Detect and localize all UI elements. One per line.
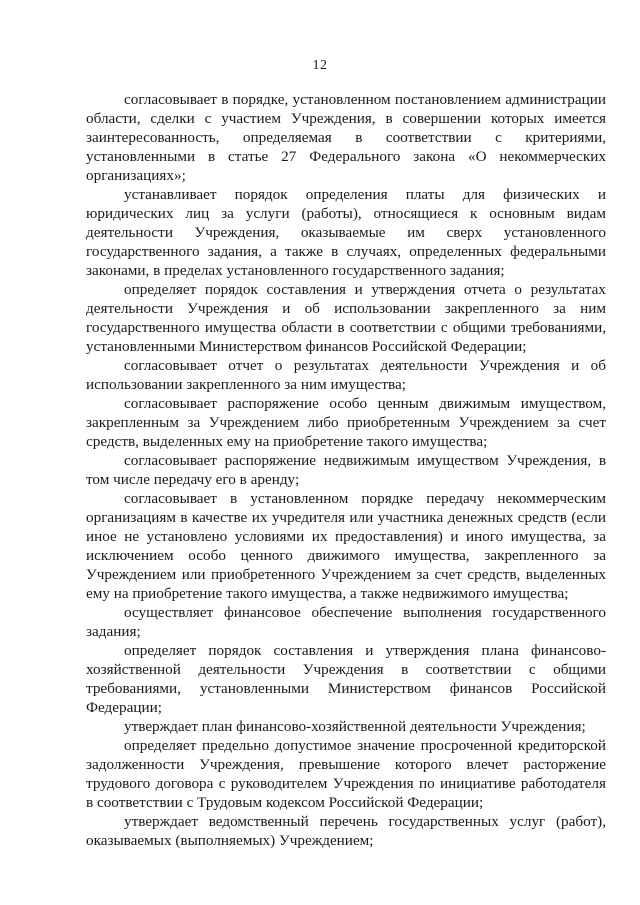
paragraph: утверждает ведомственный перечень государственных услуг (работ), оказываемых (выполняемых) Учреждением;: [86, 813, 606, 849]
page-number: 12: [312, 58, 328, 73]
paragraph: определяет предельно допустимое значение просроченной кредиторской задолженности Учреждения, превышение которого влечет расторжение трудового договора с руководителем Учреждения по инициативе работодателя в соответствии с Трудовым кодексом Российской Федерации;: [86, 737, 606, 811]
paragraph: устанавливает порядок определения платы для физических и юридических лиц за услуги (работы), относящиеся к основным видам деятельности Учреждения, оказываемые им сверх установленного государственного задания, а также в случаях, определенных федеральными законами, в пределах установленного государственного задания;: [86, 186, 606, 279]
paragraph: определяет порядок составления и утверждения плана финансово-хозяйственной деятельности Учреждения в соответствии с общими требованиями, установленными Министерством финансов Российской Федерации;: [86, 642, 606, 716]
paragraph: согласовывает распоряжение недвижимым имуществом Учреждения, в том числе передачу его в аренду;: [86, 452, 606, 488]
paragraph: согласовывает в порядке, установленном постановлением администрации области, сделки с участием Учреждения, в совершении которых имеется заинтересованность, определяемая в соответствии с критериями, установленными в статье 27 Федерального закона «О некоммерческих организациях»;: [86, 91, 606, 184]
paragraph: согласовывает распоряжение особо ценным движимым имуществом, закрепленным за Учреждением либо приобретенным Учреждением за счет средств, выделенных ему на приобретение такого имущества;: [86, 395, 606, 450]
paragraph: согласовывает отчет о результатах деятельности Учреждения и об использовании закрепленного за ним имущества;: [86, 357, 606, 393]
paragraph: осуществляет финансовое обеспечение выполнения государственного задания;: [86, 604, 606, 640]
paragraph: определяет порядок составления и утверждения отчета о результатах деятельности Учреждения и об использовании закрепленного за ним государственного имущества области в соответствии с общими требованиями, установленными Министерством финансов Российской Федерации;: [86, 281, 606, 355]
paragraph: утверждает план финансово-хозяйственной деятельности Учреждения;: [124, 718, 586, 735]
body-text: [86, 90, 606, 850]
paragraph: согласовывает в установленном порядке передачу некоммерческим организациям в качестве их учредителя или участника денежных средств (если иное не установлено условиями их предоставления) и иного имущества, за исключением особо ценного движимого имущества, закрепленного за Учреждением или приобретенного Учреждением за счет средств, выделенных ему на приобретение такого имущества, а также недвижимого имущества;: [86, 490, 606, 602]
